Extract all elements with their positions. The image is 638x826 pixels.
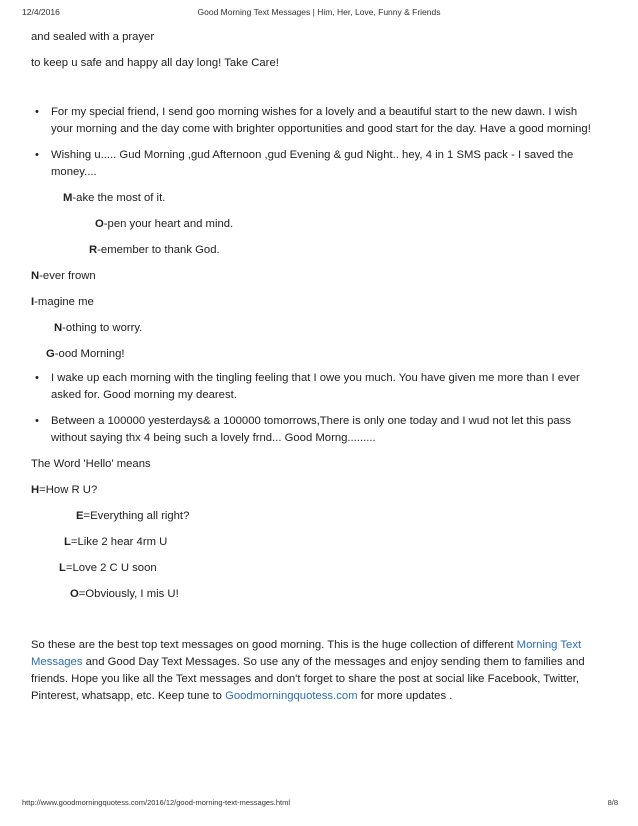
acrostic-letter: N <box>54 322 63 334</box>
hello-line <box>31 586 601 603</box>
hello-letter: H <box>31 484 40 496</box>
acrostic-letter: I <box>31 296 35 308</box>
acrostic-line <box>31 320 601 337</box>
acrostic-text: -magine me <box>34 296 94 308</box>
hello-text: =Like 2 hear 4rm U <box>70 536 168 548</box>
closing-text: and Good Day Text Messages. So use any of the messages and enjoy sending them to families and friends. Hope you like all the Text messages and don't forget to share the post at social like Facebook, Twitter, Pinterest, whatsapp, etc. Keep tune to <box>31 656 585 702</box>
bullet-list <box>31 370 601 447</box>
hello-letter: L <box>64 536 71 548</box>
hello-line <box>31 482 601 499</box>
acrostic-text: -emember to thank God. <box>97 244 220 256</box>
morning-text-messages-link[interactable]: Morning Text Messages <box>31 639 582 668</box>
text-line: and sealed with a prayer <box>31 31 155 43</box>
acrostic-letter: R <box>89 244 98 256</box>
closing-text: So these are the best top text messages on good morning. This is the huge collection of different <box>31 639 517 651</box>
page-header-title: Good Morning Text Messages | Him, Her, Love, Funny & Friends <box>197 7 441 17</box>
list-item: • Between a 100000 yesterdays& a 100000 tomorrows,There is only one today and I wud not let this pass without saying thx 4 being such a lovely frnd... Good Morng......... <box>31 413 601 447</box>
acrostic-letter: M <box>63 192 73 204</box>
page-footer-url: http://www.goodmorningquotess.com/2016/12/good-morning-text-messages.html <box>22 798 291 807</box>
acrostic-line <box>31 268 601 285</box>
page-header-date: 12/4/2016 <box>22 7 60 17</box>
article-body <box>31 31 601 705</box>
acrostic-text: -ood Morning! <box>54 348 125 360</box>
acrostic-line <box>31 190 601 207</box>
closing-paragraph <box>31 637 601 705</box>
hello-line <box>31 508 601 525</box>
acrostic-line <box>31 294 601 311</box>
acrostic-line <box>31 242 601 259</box>
list-item: • Wishing u..... Gud Morning ,gud Afternoon ,gud Evening & gud Night.. hey, 4 in 1 SMS pack - I saved the money.... <box>31 147 601 181</box>
acrostic-text: -ever frown <box>39 270 96 282</box>
acrostic-line <box>31 346 601 363</box>
hello-letter: L <box>59 562 66 574</box>
page-footer-number: 8/8 <box>607 798 618 807</box>
hello-text: =Love 2 C U soon <box>65 562 157 574</box>
acrostic-line <box>31 216 601 233</box>
acrostic-text: -ake the most of it. <box>72 192 166 204</box>
hello-letter: E <box>76 510 84 522</box>
bullet-list <box>31 104 601 181</box>
text-line: to keep u safe and happy all day long! Take Care! <box>31 57 279 69</box>
hello-text: =Everything all right? <box>83 510 190 522</box>
acrostic-letter: G <box>46 348 55 360</box>
acrostic-letter: O <box>95 218 104 230</box>
list-item: • For my special friend, I send goo morning wishes for a lovely and a beautiful start to the new dawn. I wish your morning and the day come with brighter opportunities and good start for the day. Have a good morning! <box>31 104 601 138</box>
hello-text: =How R U? <box>39 484 98 496</box>
closing-text: for more updates . <box>357 690 453 702</box>
hello-letter: O <box>70 588 79 600</box>
acrostic-text: -othing to worry. <box>62 322 143 334</box>
acrostic-letter: N <box>31 270 40 282</box>
hello-line <box>31 560 601 577</box>
list-item: • I wake up each morning with the tingling feeling that I owe you much. You have given me more than I ever asked for. Good morning my dearest. <box>31 370 601 404</box>
hello-intro: The Word 'Hello' means <box>31 458 151 470</box>
hello-line <box>31 534 601 551</box>
goodmorningquotess-link[interactable]: Goodmorningquotess.com <box>225 690 358 702</box>
acrostic-text: -pen your heart and mind. <box>103 218 234 230</box>
hello-text: =Obviously, I mis U! <box>78 588 179 600</box>
